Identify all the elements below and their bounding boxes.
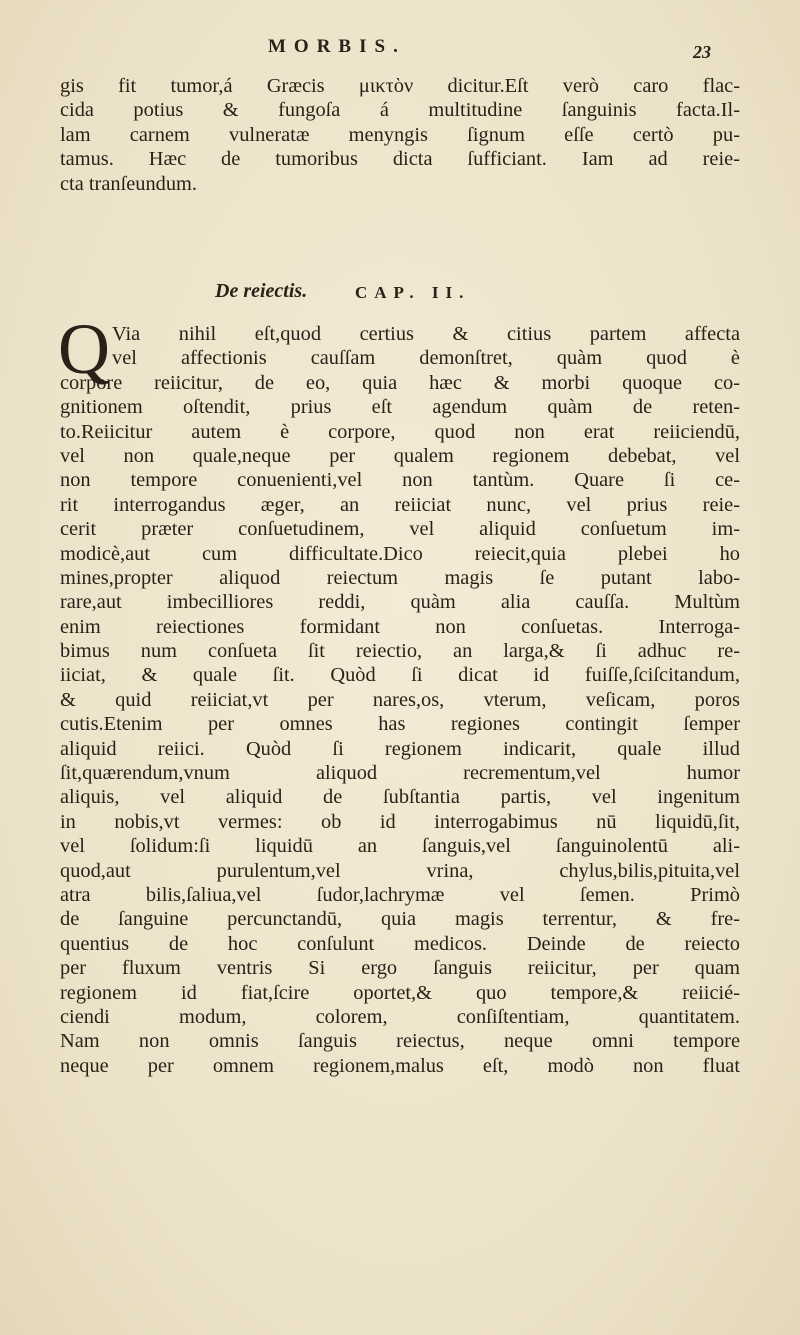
text-line: quentius de hoc conſulunt medicos. Deinde de reiecto	[60, 932, 740, 955]
text-line: neque per omnem regionem,malus eſt, modò non fluat	[60, 1054, 740, 1077]
text-line: vel ſolidum:ſi liquidū an ſanguis,vel ſanguinolentū ali-	[60, 835, 740, 858]
text-line: rare,aut imbecilliores reddi, quàm alia cauſſa. Multùm	[60, 591, 740, 614]
text-line: & quid reiiciat,vt per nares,os, vterum, veſicam, poros	[60, 688, 740, 711]
text-line: in nobis,vt vermes: ob id interrogabimus nū liquidū,ſit,	[60, 810, 740, 833]
text-line: per fluxum ventris Si ergo ſanguis reiicitur, per quam	[60, 957, 740, 980]
text-line: cerit præter conſuetudinem, vel aliquid conſuetum im-	[60, 518, 740, 541]
text-line: Nam non omnis ſanguis reiectus, neque omni tempore	[60, 1030, 740, 1053]
chapter-body	[60, 322, 740, 1078]
text-line: vel non quale,neque per qualem regionem debebat, vel	[60, 444, 740, 467]
text-line: aliquid reiici. Quòd ſi regionem indicarit, quale illud	[60, 737, 740, 760]
continued-paragraph	[60, 74, 740, 196]
text-line: regionem id fiat,ſcire oportet,& quo tempore,& reiicié-	[60, 981, 740, 1004]
text-line: rit interrogandus æger, an reiiciat nunc, vel prius reie-	[60, 493, 740, 516]
text-line: cta tranſeundum.	[60, 172, 198, 195]
chapter-label: CAP. II.	[355, 283, 471, 302]
text-line: atra bilis,ſaliua,vel ſudor,lachrymæ vel ſemen. Primò	[60, 883, 740, 906]
text-line: bimus num conſueta ſit reiectio, an larga,& ſi adhuc re-	[60, 640, 740, 663]
text-line: mines,propter aliquod reiectum magis ſe putant labo-	[60, 566, 740, 589]
text-line: cida potius & fungoſa á multitudine ſanguinis facta.Il-	[60, 99, 740, 122]
text-line: de ſanguine percunctandū, quia magis terrentur, & fre-	[60, 908, 740, 931]
text-line: ſit,quærendum,vnum aliquod recrementum,vel humor	[60, 762, 740, 785]
text-line: ciendi modum, colorem, conſiſtentiam, quantitatem.	[60, 1005, 740, 1028]
drop-cap: Q	[58, 309, 110, 389]
running-head	[0, 36, 800, 66]
text-line: cutis.Etenim per omnes has regiones contingit ſemper	[60, 713, 740, 736]
text-line: tamus. Hæc de tumoribus dicta ſufficiant. Iam ad reie-	[60, 148, 740, 171]
text-line: gis fit tumor,á Græcis μικτὸν dicitur.Eſt verò caro flac-	[60, 75, 740, 97]
text-line: iiciat, & quale ſit. Quòd ſi dicat id fuiſſe,ſciſcitandum,	[60, 664, 740, 687]
chapter-title: De reiectis.	[215, 280, 308, 302]
page-number: 23	[693, 42, 711, 62]
text-line: modicè,aut cum difficultate.Dico reiecit,quia plebei ho	[60, 542, 740, 565]
text-line: gnitionem oſtendit, prius eſt agendum quàm de reten-	[60, 396, 740, 419]
chapter-heading	[0, 280, 800, 310]
text-line: enim reiectiones formidant non conſuetas. Interroga-	[60, 615, 740, 638]
running-title: MORBIS.	[268, 36, 406, 57]
text-line: to.Reiicitur autem è corpore, quod non erat reiiciendū,	[60, 420, 740, 443]
text-line: non tempore conuenienti,vel non tantùm. Quare ſi ce-	[60, 469, 740, 492]
text-line: quod,aut purulentum,vel vrina, chylus,bilis,pituita,vel	[60, 859, 740, 882]
text-line: aliquis, vel aliquid de ſubſtantia partis, vel ingenitum	[60, 786, 740, 809]
text-line: corpore reiicitur, de eo, quia hæc & morbi quoque co-	[60, 371, 740, 394]
text-line: vel affectionis cauſſam demonſtret, quàm quod è	[112, 347, 740, 370]
text-line: lam carnem vulneratæ menyngis ſignum eſſe certò pu-	[60, 123, 740, 146]
text-line: Via nihil eſt,quod certius & citius partem affecta	[112, 323, 740, 345]
